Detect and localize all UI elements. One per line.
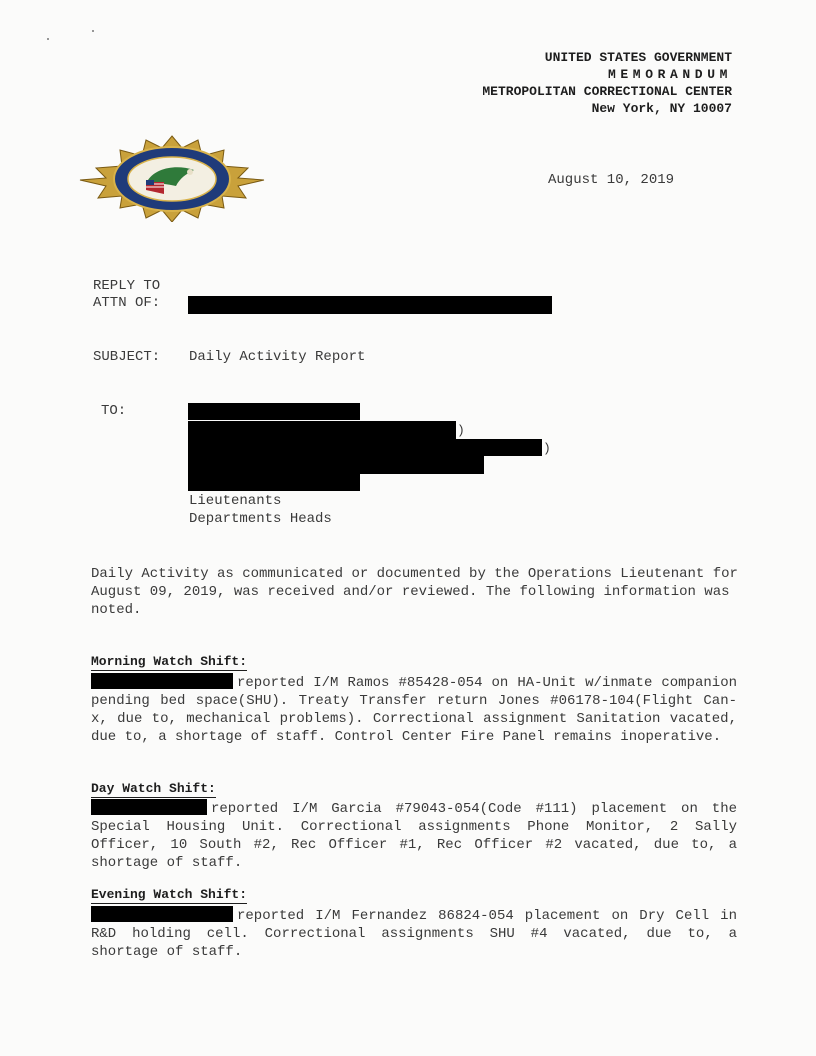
- reply-to-label: [93, 278, 160, 312]
- heading-underline: [91, 670, 247, 671]
- memo-header: [482, 49, 732, 117]
- shift-heading-text: Morning Watch Shift:: [91, 654, 248, 669]
- header-line-government: UNITED STATES GOVERNMENT: [544, 50, 732, 65]
- redaction-paren: ): [543, 441, 551, 456]
- shift-heading-text: Evening Watch Shift:: [91, 887, 248, 902]
- memo-date: August 10, 2019: [548, 172, 675, 188]
- shift-heading-evening: [91, 887, 247, 902]
- shift-heading-morning: [91, 654, 247, 669]
- recipient-department-heads: Departments Heads: [189, 511, 332, 527]
- redaction-block: [188, 421, 456, 439]
- header-line-memorandum: MEMORANDUM: [607, 67, 732, 82]
- redaction-block: [188, 296, 552, 314]
- shift-report-morning: [91, 673, 737, 746]
- scan-speck: [47, 38, 49, 40]
- header-line-institution: METROPOLITAN CORRECTIONAL CENTER: [482, 84, 732, 99]
- redaction-paren: ): [457, 423, 465, 438]
- department-of-justice-seal-icon: [76, 134, 268, 222]
- scan-speck: [92, 30, 94, 32]
- shift-report-day: [91, 799, 737, 872]
- attn-of-line: ATTN OF:: [93, 295, 161, 311]
- redaction-block: [188, 456, 484, 474]
- redaction-block: [188, 403, 360, 420]
- subject-label: SUBJECT:: [93, 349, 161, 365]
- intro-paragraph: Daily Activity as communicated or documented by the Operations Lieutenant for August 09, 2019, was received and/or reviewed. The following information was noted.: [91, 566, 738, 618]
- redaction-block: [91, 906, 233, 922]
- heading-underline: [91, 903, 247, 904]
- redaction-block: [91, 673, 233, 689]
- shift-report-evening: [91, 906, 737, 961]
- recipient-lieutenants: Lieutenants: [189, 493, 282, 509]
- shift-heading-text: Day Watch Shift:: [91, 781, 216, 796]
- shift-report-text: reported I/M Ramos #85428-054 on HA-Unit w/inmate companion pending bed space(SHU). Treaty Transfer return Jones #06178-104(Flight Can-x, due to, mechanical problems). Correctional assignment Sanitation vacated, due to, a shortage of staff. Control Center Fire Panel remains inoperative.: [91, 675, 737, 745]
- redaction-block: [188, 474, 360, 491]
- shift-heading-day: [91, 781, 216, 796]
- to-label: TO:: [101, 403, 127, 419]
- shift-report-text: reported I/M Fernandez 86824-054 placement on Dry Cell in R&D holding cell. Correctional assignments SHU #4 vacated, due to, a shortage of staff.: [91, 908, 737, 960]
- subject-value: Daily Activity Report: [189, 349, 366, 365]
- shift-report-text: reported I/M Garcia #79043-054(Code #111) placement on the Special Housing Unit. Correctional assignments Phone Monitor, 2 Sally Officer, 10 South #2, Rec Officer #1, Rec Officer #2 vacated, due to, a shortage of staff.: [91, 801, 737, 871]
- reply-to-line: REPLY TO: [93, 278, 161, 294]
- heading-underline: [91, 797, 216, 798]
- header-line-city: New York, NY 10007: [591, 101, 732, 116]
- redaction-block: [188, 439, 542, 456]
- redaction-block: [91, 799, 207, 815]
